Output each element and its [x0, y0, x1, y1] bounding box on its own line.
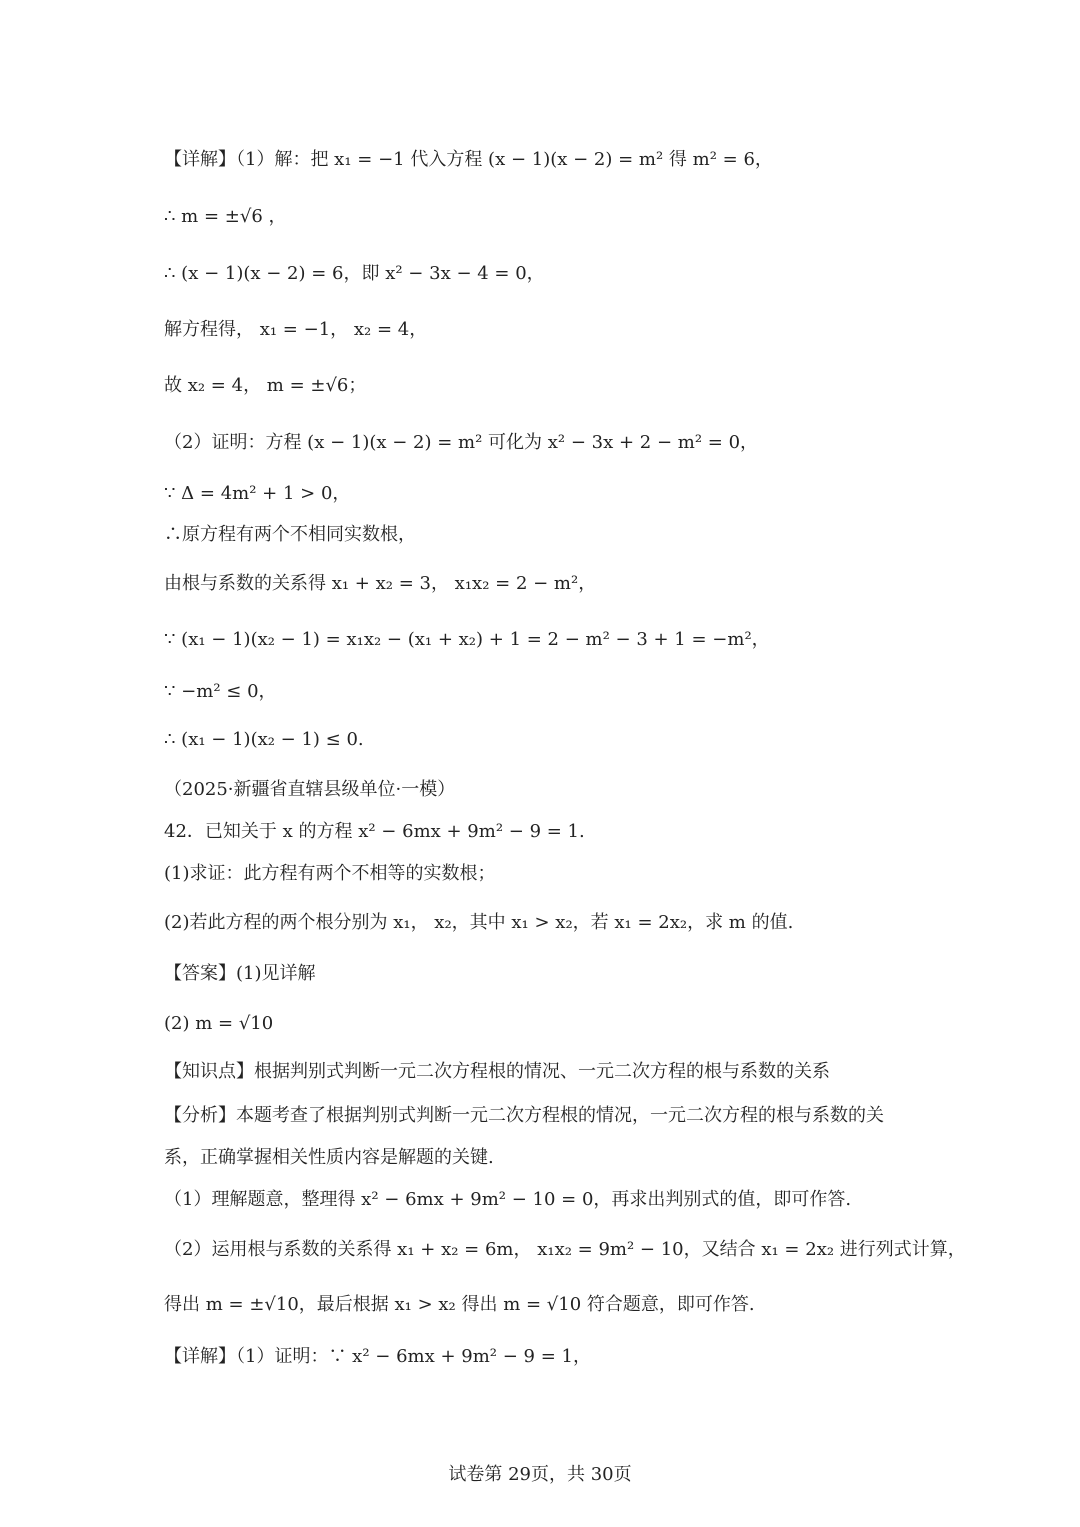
page-footer: 试卷第 29页，共 30页 [448, 1464, 632, 1485]
text-line-10: ∵ (x₁ − 1)(x₂ − 1) = x₁x₂ − (x₁ + x₂) + 1 = 2 − m² − 3 + 1 = −m²， [164, 629, 770, 650]
question-42: 42．已知关于 x 的方程 x² − 6mx + 9m² − 9 = 1. [164, 821, 585, 842]
text-line-6: （2）证明：方程 (x − 1)(x − 2) = m² 可化为 x² − 3x + 2 − m² = 0， [164, 432, 759, 453]
text-line-2: ∴ m = ±√6 ， [164, 206, 287, 227]
knowledge-point: 【知识点】根据判别式判断一元二次方程根的情况、一元二次方程的根与系数的关系 [164, 1061, 830, 1082]
text-line-11: ∵ −m² ≤ 0， [164, 681, 277, 702]
text-line-8: ∴原方程有两个不相同实数根， [164, 524, 416, 545]
text-line-1: 【详解】（1）解：把 x₁ = −1 代入方程 (x − 1)(x − 2) = m² 得 m² = 6， [164, 149, 773, 170]
answer-part-2: (2) m = √10 [164, 1013, 274, 1034]
question-source: （2025·新疆省直辖县级单位·一模） [164, 779, 456, 800]
text-line-7: ∵ Δ = 4m² + 1 > 0， [164, 483, 351, 504]
text-line-4: 解方程得， x₁ = −1， x₂ = 4， [164, 319, 428, 340]
text-line-9: 由根与系数的关系得 x₁ + x₂ = 3， x₁x₂ = 2 − m²， [164, 573, 597, 594]
question-part-2: (2)若此方程的两个根分别为 x₁， x₂，其中 x₁ > x₂，若 x₁ = 2x₂，求 m 的值. [164, 912, 794, 933]
analysis-line-3: （1）理解题意，整理得 x² − 6mx + 9m² − 10 = 0，再求出判别式的值，即可作答. [164, 1189, 852, 1210]
detail-line-1: 【详解】（1）证明：∵ x² − 6mx + 9m² − 9 = 1， [164, 1346, 591, 1367]
analysis-line-4: （2）运用根与系数的关系得 x₁ + x₂ = 6m， x₁x₂ = 9m² − 10，又结合 x₁ = 2x₂ 进行列式计算， [164, 1239, 966, 1260]
text-line-12: ∴ (x₁ − 1)(x₂ − 1) ≤ 0. [164, 729, 364, 750]
text-line-5: 故 x₂ = 4， m = ±√6； [164, 375, 367, 396]
question-part-1: (1)求证：此方程有两个不相等的实数根； [164, 863, 496, 884]
analysis-line-5: 得出 m = ±√10，最后根据 x₁ > x₂ 得出 m = √10 符合题意，即可作答. [164, 1294, 755, 1315]
analysis-line-2: 系，正确掌握相关性质内容是解题的关键. [164, 1147, 494, 1168]
answer-heading: 【答案】(1)见详解 [164, 963, 316, 984]
analysis-line-1: 【分析】本题考查了根据判别式判断一元二次方程根的情况，一元二次方程的根与系数的关 [164, 1105, 884, 1126]
text-line-3: ∴ (x − 1)(x − 2) = 6，即 x² − 3x − 4 = 0， [164, 263, 545, 284]
